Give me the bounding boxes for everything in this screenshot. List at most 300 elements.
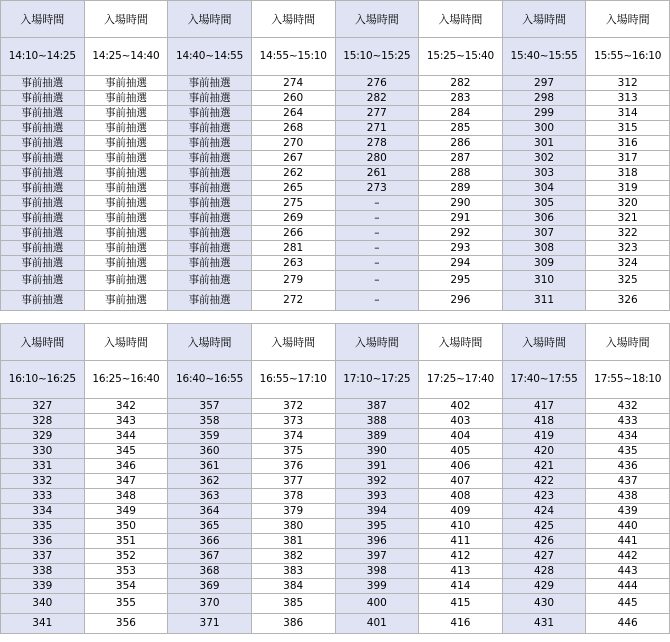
table-cell: 409 [419, 504, 503, 519]
time-slot-cell: 14:40~14:55 [168, 38, 252, 76]
table-cell: 事前抽選 [1, 271, 85, 291]
table-cell: 374 [251, 429, 335, 444]
table-cell: 306 [502, 211, 586, 226]
table-cell: 313 [586, 91, 670, 106]
table-row [1, 444, 670, 459]
table-cell: 383 [251, 564, 335, 579]
table-cell: 377 [251, 474, 335, 489]
table-cell: 413 [419, 564, 503, 579]
table-cell: 事前抽選 [168, 166, 252, 181]
time-slot-cell: 14:55~15:10 [251, 38, 335, 76]
entry-table-afternoon [0, 0, 670, 311]
table-row [1, 564, 670, 579]
table-cell: 271 [335, 121, 419, 136]
table-cell: 事前抽選 [1, 196, 85, 211]
table-cell: 事前抽選 [168, 211, 252, 226]
table-cell: 446 [586, 614, 670, 634]
table-cell: 327 [1, 399, 85, 414]
table-cell: – [335, 196, 419, 211]
table-cell: – [335, 271, 419, 291]
table-row [1, 549, 670, 564]
table-cell: – [335, 226, 419, 241]
table-cell: 事前抽選 [1, 256, 85, 271]
table-cell: 384 [251, 579, 335, 594]
table-row [1, 534, 670, 549]
time-slot-cell: 17:40~17:55 [502, 361, 586, 399]
column-header: 入場時間 [419, 324, 503, 361]
table-cell: 事前抽選 [84, 271, 168, 291]
table-row [1, 489, 670, 504]
table-cell: 事前抽選 [168, 76, 252, 91]
table-cell: 319 [586, 181, 670, 196]
table-cell: 415 [419, 594, 503, 614]
table-cell: 372 [251, 399, 335, 414]
column-header: 入場時間 [335, 1, 419, 38]
table-cell: 事前抽選 [84, 136, 168, 151]
table-cell: 404 [419, 429, 503, 444]
table-cell: 348 [84, 489, 168, 504]
table-row [1, 76, 670, 91]
table-cell: 351 [84, 534, 168, 549]
table-cell: 310 [502, 271, 586, 291]
table-cell: 373 [251, 414, 335, 429]
table-cell: 事前抽選 [1, 181, 85, 196]
table-cell: 394 [335, 504, 419, 519]
table-cell: 事前抽選 [84, 106, 168, 121]
table-cell: 428 [502, 564, 586, 579]
table-cell: 353 [84, 564, 168, 579]
table-cell: 266 [251, 226, 335, 241]
table-cell: 311 [502, 291, 586, 311]
table-cell: 405 [419, 444, 503, 459]
table-cell: 365 [168, 519, 252, 534]
table-cell: 事前抽選 [168, 151, 252, 166]
table-cell: 288 [419, 166, 503, 181]
table-cell: 358 [168, 414, 252, 429]
table-cell: 396 [335, 534, 419, 549]
time-slot-row [1, 361, 670, 399]
table-cell: 287 [419, 151, 503, 166]
table-cell: 事前抽選 [1, 291, 85, 311]
table-cell: 443 [586, 564, 670, 579]
table-cell: 342 [84, 399, 168, 414]
column-header: 入場時間 [502, 324, 586, 361]
table-cell: 355 [84, 594, 168, 614]
table-cell: 412 [419, 549, 503, 564]
table-row [1, 614, 670, 634]
time-slot-cell: 15:10~15:25 [335, 38, 419, 76]
table-cell: 事前抽選 [168, 241, 252, 256]
table-cell: 295 [419, 271, 503, 291]
table-cell: 380 [251, 519, 335, 534]
table-cell: 事前抽選 [84, 91, 168, 106]
table-cell: 422 [502, 474, 586, 489]
table-cell: 430 [502, 594, 586, 614]
table-cell: 399 [335, 579, 419, 594]
table-cell: – [335, 256, 419, 271]
table-cell: 406 [419, 459, 503, 474]
table-cell: 359 [168, 429, 252, 444]
column-header: 入場時間 [586, 324, 670, 361]
table-cell: 356 [84, 614, 168, 634]
table-cell: 392 [335, 474, 419, 489]
table-cell: 325 [586, 271, 670, 291]
table-cell: 272 [251, 291, 335, 311]
table-cell: 事前抽選 [1, 211, 85, 226]
table-cell: 410 [419, 519, 503, 534]
table-row [1, 151, 670, 166]
table-cell: 312 [586, 76, 670, 91]
table-cell: 323 [586, 241, 670, 256]
time-slot-cell: 17:10~17:25 [335, 361, 419, 399]
table-cell: 309 [502, 256, 586, 271]
table-cell: 367 [168, 549, 252, 564]
table-cell: – [335, 241, 419, 256]
table-cell: 300 [502, 121, 586, 136]
table-cell: 361 [168, 459, 252, 474]
table-cell: 314 [586, 106, 670, 121]
table-cell: 333 [1, 489, 85, 504]
table-cell: 341 [1, 614, 85, 634]
table-cell: 282 [335, 91, 419, 106]
table-cell: 事前抽選 [168, 196, 252, 211]
table-cell: 324 [586, 256, 670, 271]
table-cell: 433 [586, 414, 670, 429]
table-row [1, 196, 670, 211]
column-header: 入場時間 [168, 324, 252, 361]
table-cell: 429 [502, 579, 586, 594]
table-cell: 376 [251, 459, 335, 474]
table-cell: 338 [1, 564, 85, 579]
table-cell: 事前抽選 [168, 136, 252, 151]
table-cell: 326 [586, 291, 670, 311]
table-cell: 337 [1, 549, 85, 564]
table-cell: 419 [502, 429, 586, 444]
table-cell: 事前抽選 [1, 136, 85, 151]
table-row [1, 271, 670, 291]
table-cell: 276 [335, 76, 419, 91]
table-cell: 349 [84, 504, 168, 519]
table-cell: 436 [586, 459, 670, 474]
table-row [1, 399, 670, 414]
table-cell: 364 [168, 504, 252, 519]
table-cell: 292 [419, 226, 503, 241]
table-cell: 401 [335, 614, 419, 634]
table-cell: 385 [251, 594, 335, 614]
time-slot-cell: 14:10~14:25 [1, 38, 85, 76]
table-cell: 277 [335, 106, 419, 121]
table-cell: 332 [1, 474, 85, 489]
table-row [1, 226, 670, 241]
table-cell: 263 [251, 256, 335, 271]
table-cell: 420 [502, 444, 586, 459]
table-cell: 318 [586, 166, 670, 181]
table-cell: 421 [502, 459, 586, 474]
table-cell: 事前抽選 [168, 271, 252, 291]
table-cell: 352 [84, 549, 168, 564]
table-cell: 281 [251, 241, 335, 256]
table-cell: 301 [502, 136, 586, 151]
table-cell: 264 [251, 106, 335, 121]
table-cell: 事前抽選 [1, 151, 85, 166]
table-row [1, 91, 670, 106]
table-cell: 362 [168, 474, 252, 489]
table-cell: 398 [335, 564, 419, 579]
table-cell: 407 [419, 474, 503, 489]
table-cell: 事前抽選 [1, 76, 85, 91]
table-cell: 事前抽選 [168, 181, 252, 196]
table-cell: 事前抽選 [1, 166, 85, 181]
table-cell: 435 [586, 444, 670, 459]
table-row [1, 181, 670, 196]
table-cell: 357 [168, 399, 252, 414]
entry-table-evening [0, 323, 670, 634]
table-row [1, 519, 670, 534]
table-row [1, 579, 670, 594]
table-row [1, 474, 670, 489]
table-row [1, 121, 670, 136]
table-cell: 411 [419, 534, 503, 549]
table-cell: 397 [335, 549, 419, 564]
table-cell: 354 [84, 579, 168, 594]
table-row [1, 256, 670, 271]
table-cell: 303 [502, 166, 586, 181]
table-cell: 369 [168, 579, 252, 594]
table-cell: 328 [1, 414, 85, 429]
table-cell: 274 [251, 76, 335, 91]
table-cell: 424 [502, 504, 586, 519]
table-cell: 414 [419, 579, 503, 594]
time-slot-cell: 15:55~16:10 [586, 38, 670, 76]
table-cell: 386 [251, 614, 335, 634]
table-cell: – [335, 211, 419, 226]
table-cell: 381 [251, 534, 335, 549]
table-cell: 事前抽選 [168, 226, 252, 241]
table-cell: 294 [419, 256, 503, 271]
table-cell: 427 [502, 549, 586, 564]
column-header: 入場時間 [502, 1, 586, 38]
table-cell: 379 [251, 504, 335, 519]
table-cell: 270 [251, 136, 335, 151]
column-header: 入場時間 [84, 324, 168, 361]
table-cell: 387 [335, 399, 419, 414]
header-row [1, 324, 670, 361]
time-slot-cell: 15:40~15:55 [502, 38, 586, 76]
time-slot-cell: 16:40~16:55 [168, 361, 252, 399]
time-slot-cell: 16:55~17:10 [251, 361, 335, 399]
table-row [1, 241, 670, 256]
table-cell: 316 [586, 136, 670, 151]
table-cell: 350 [84, 519, 168, 534]
table-cell: 289 [419, 181, 503, 196]
table-row [1, 504, 670, 519]
table-cell: 434 [586, 429, 670, 444]
table-row [1, 166, 670, 181]
table-cell: 269 [251, 211, 335, 226]
table-cell: 273 [335, 181, 419, 196]
table-cell: 343 [84, 414, 168, 429]
table-row [1, 291, 670, 311]
table-cell: 事前抽選 [84, 151, 168, 166]
table-cell: 261 [335, 166, 419, 181]
column-header: 入場時間 [1, 1, 85, 38]
table-cell: – [335, 291, 419, 311]
header-row [1, 1, 670, 38]
table-row [1, 429, 670, 444]
table-cell: 299 [502, 106, 586, 121]
table-cell: 389 [335, 429, 419, 444]
time-slot-cell: 16:25~16:40 [84, 361, 168, 399]
table-cell: 321 [586, 211, 670, 226]
table-cell: 438 [586, 489, 670, 504]
table-cell: 事前抽選 [1, 226, 85, 241]
table-cell: 267 [251, 151, 335, 166]
table-cell: 275 [251, 196, 335, 211]
column-header: 入場時間 [251, 324, 335, 361]
table-cell: 393 [335, 489, 419, 504]
table-cell: 260 [251, 91, 335, 106]
table-cell: 事前抽選 [168, 256, 252, 271]
table-cell: 345 [84, 444, 168, 459]
table-cell: 320 [586, 196, 670, 211]
table-cell: 290 [419, 196, 503, 211]
table-cell: 437 [586, 474, 670, 489]
column-header: 入場時間 [168, 1, 252, 38]
table-cell: 418 [502, 414, 586, 429]
table-cell: 371 [168, 614, 252, 634]
table-cell: 278 [335, 136, 419, 151]
time-slot-cell: 15:25~15:40 [419, 38, 503, 76]
table-cell: 282 [419, 76, 503, 91]
table-cell: 268 [251, 121, 335, 136]
time-slot-cell: 16:10~16:25 [1, 361, 85, 399]
table-cell: 431 [502, 614, 586, 634]
table-cell: 425 [502, 519, 586, 534]
table-cell: 296 [419, 291, 503, 311]
time-slot-row [1, 38, 670, 76]
table-cell: 347 [84, 474, 168, 489]
table-cell: 426 [502, 534, 586, 549]
table-cell: 事前抽選 [84, 211, 168, 226]
table-row [1, 594, 670, 614]
table-cell: 366 [168, 534, 252, 549]
table-cell: 事前抽選 [168, 291, 252, 311]
column-header: 入場時間 [251, 1, 335, 38]
table-cell: 事前抽選 [84, 226, 168, 241]
table-cell: 442 [586, 549, 670, 564]
table-cell: 279 [251, 271, 335, 291]
table-cell: 331 [1, 459, 85, 474]
table-cell: 297 [502, 76, 586, 91]
table-cell: 事前抽選 [84, 181, 168, 196]
table-cell: 322 [586, 226, 670, 241]
table-cell: 391 [335, 459, 419, 474]
table-cell: 事前抽選 [1, 91, 85, 106]
table-cell: 293 [419, 241, 503, 256]
table-cell: 340 [1, 594, 85, 614]
table-row [1, 211, 670, 226]
table-cell: 317 [586, 151, 670, 166]
table-row [1, 459, 670, 474]
table-cell: 事前抽選 [84, 166, 168, 181]
column-header: 入場時間 [586, 1, 670, 38]
table-cell: 390 [335, 444, 419, 459]
table-cell: 330 [1, 444, 85, 459]
table-cell: 417 [502, 399, 586, 414]
table-cell: 305 [502, 196, 586, 211]
table-cell: 336 [1, 534, 85, 549]
table-cell: 283 [419, 91, 503, 106]
table-cell: 370 [168, 594, 252, 614]
time-slot-cell: 17:25~17:40 [419, 361, 503, 399]
table-cell: 事前抽選 [84, 256, 168, 271]
table-cell: 事前抽選 [168, 121, 252, 136]
table-cell: 388 [335, 414, 419, 429]
table-cell: 339 [1, 579, 85, 594]
table-cell: 事前抽選 [84, 121, 168, 136]
table-cell: 432 [586, 399, 670, 414]
table-cell: 284 [419, 106, 503, 121]
table-cell: 事前抽選 [84, 291, 168, 311]
table-cell: 304 [502, 181, 586, 196]
table-cell: 298 [502, 91, 586, 106]
table-cell: 441 [586, 534, 670, 549]
table-cell: 事前抽選 [1, 106, 85, 121]
column-header: 入場時間 [419, 1, 503, 38]
table-cell: 335 [1, 519, 85, 534]
table-cell: 439 [586, 504, 670, 519]
table-cell: 368 [168, 564, 252, 579]
table-cell: 302 [502, 151, 586, 166]
column-header: 入場時間 [84, 1, 168, 38]
table-cell: 375 [251, 444, 335, 459]
table-cell: 403 [419, 414, 503, 429]
table-cell: 395 [335, 519, 419, 534]
table-cell: 事前抽選 [1, 241, 85, 256]
table-row [1, 136, 670, 151]
table-cell: 444 [586, 579, 670, 594]
table-cell: 事前抽選 [84, 76, 168, 91]
table-cell: 事前抽選 [168, 91, 252, 106]
table-cell: 402 [419, 399, 503, 414]
table-cell: 286 [419, 136, 503, 151]
table-cell: 262 [251, 166, 335, 181]
table-cell: 事前抽選 [168, 106, 252, 121]
table-cell: 事前抽選 [84, 241, 168, 256]
table-cell: 440 [586, 519, 670, 534]
table-cell: 363 [168, 489, 252, 504]
table-cell: 280 [335, 151, 419, 166]
table-cell: 360 [168, 444, 252, 459]
table-cell: 416 [419, 614, 503, 634]
table-row [1, 106, 670, 121]
table-cell: 265 [251, 181, 335, 196]
time-slot-cell: 14:25~14:40 [84, 38, 168, 76]
table-cell: 329 [1, 429, 85, 444]
table-cell: 307 [502, 226, 586, 241]
table-cell: 382 [251, 549, 335, 564]
time-slot-cell: 17:55~18:10 [586, 361, 670, 399]
table-cell: 事前抽選 [1, 121, 85, 136]
column-header: 入場時間 [1, 324, 85, 361]
table-cell: 334 [1, 504, 85, 519]
table-cell: 315 [586, 121, 670, 136]
table-cell: 445 [586, 594, 670, 614]
table-cell: 400 [335, 594, 419, 614]
table-cell: 285 [419, 121, 503, 136]
table-cell: 378 [251, 489, 335, 504]
table-cell: 408 [419, 489, 503, 504]
